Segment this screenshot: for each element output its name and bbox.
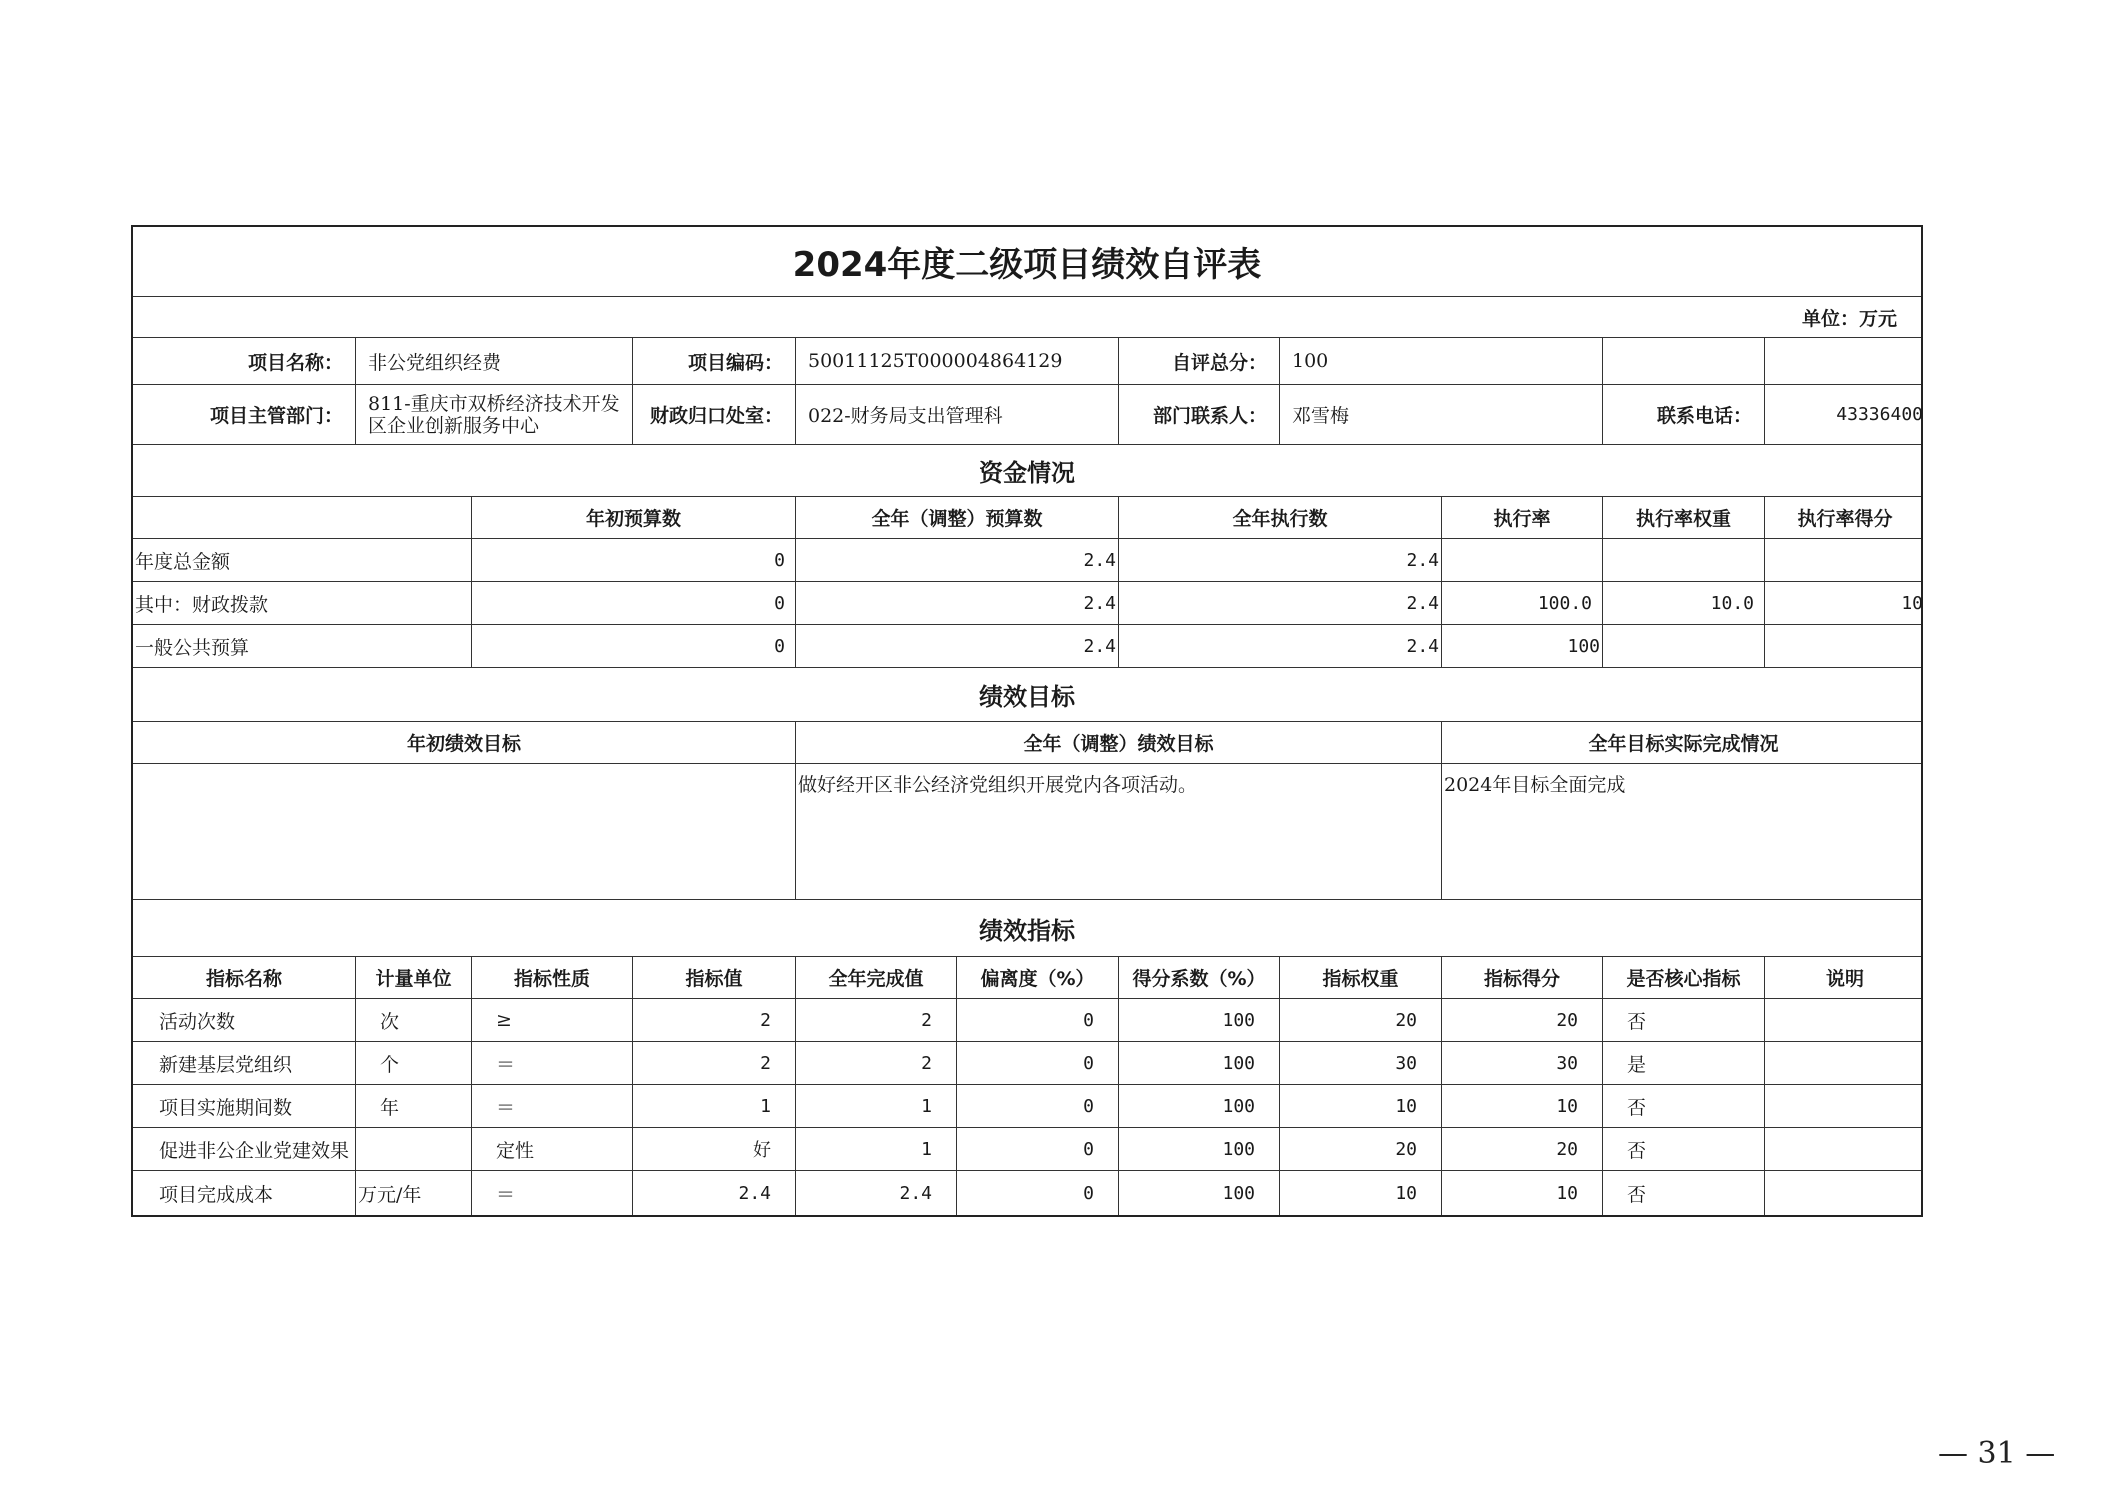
indicator-score: 30 (1442, 1042, 1603, 1084)
finance-office-label: 财政归口处室： (633, 385, 796, 444)
indicator-unit: 次 (356, 999, 472, 1041)
indicator-target: 好 (633, 1128, 796, 1170)
goals-section-row (133, 668, 1921, 722)
indicator-deviation: 0 (957, 999, 1119, 1041)
indicators-header: 指标性质 (472, 957, 633, 998)
indicator-core: 否 (1603, 1085, 1765, 1127)
indicator-name: 项目完成成本 (133, 1171, 356, 1215)
funds-initial: 0 (472, 539, 796, 581)
funds-header: 全年执行数 (1119, 497, 1442, 538)
indicator-weight: 30 (1280, 1042, 1442, 1084)
funds-section-row (133, 445, 1921, 497)
funds-header: 年初预算数 (472, 497, 796, 538)
funds-row-label: 年度总金额 (133, 539, 472, 581)
funds-section-title: 资金情况 (979, 459, 1075, 487)
unit-label: 单位：万元 (1801, 307, 1897, 330)
indicators-header: 说明 (1825, 968, 1864, 990)
indicator-target: 2.4 (633, 1171, 796, 1215)
indicator-core: 否 (1603, 1128, 1765, 1170)
funds-row-label: 一般公共预算 (133, 625, 472, 667)
funds-weight (1603, 625, 1765, 667)
indicator-nature: ＝ (472, 1042, 633, 1084)
funds-score: 10 (1901, 592, 1923, 614)
funds-adjusted: 2.4 (796, 582, 1119, 624)
indicators-header: 得分系数（%） (1119, 957, 1280, 998)
indicator-core: 否 (1603, 999, 1765, 1041)
indicator-core: 是 (1603, 1042, 1765, 1084)
empty-cell (1765, 338, 1925, 384)
indicator-core: 否 (1603, 1171, 1765, 1215)
phone-value: 43336400 (1836, 404, 1923, 425)
contact-label: 部门联系人： (1119, 385, 1280, 444)
indicator-unit: 个 (356, 1042, 472, 1084)
indicator-name: 项目实施期间数 (133, 1085, 356, 1127)
funds-executed: 2.4 (1119, 582, 1442, 624)
dept-value: 811-重庆市双桥经济技术开发区企业创新服务中心 (356, 385, 633, 444)
indicator-note (1765, 1171, 1925, 1215)
funds-rate: 100 (1442, 625, 1603, 667)
indicator-weight: 20 (1280, 999, 1442, 1041)
indicator-nature: ≥ (472, 999, 633, 1041)
goals-content-row (133, 764, 1921, 900)
indicators-header: 是否核心指标 (1603, 957, 1765, 998)
indicator-nature: ＝ (472, 1171, 633, 1215)
indicator-weight: 20 (1280, 1128, 1442, 1170)
indicator-coef: 100 (1119, 1085, 1280, 1127)
funds-header: 执行率 (1442, 497, 1603, 538)
indicator-coef: 100 (1119, 1128, 1280, 1170)
finance-office-value: 022-财务局支出管理科 (796, 385, 1119, 444)
title-row (133, 227, 1921, 297)
indicator-unit: 万元/年 (356, 1171, 472, 1215)
dept-label: 项目主管部门： (133, 385, 356, 444)
indicators-header: 计量单位 (356, 957, 472, 998)
table-row (133, 999, 1921, 1042)
project-name-value: 非公党组织经费 (356, 338, 633, 384)
score-label: 自评总分： (1119, 338, 1280, 384)
score-value: 100 (1280, 338, 1603, 384)
performance-self-evaluation-table (131, 225, 1923, 1217)
funds-initial: 0 (472, 582, 796, 624)
indicator-target: 1 (633, 1085, 796, 1127)
goals-header: 年初绩效目标 (133, 722, 796, 763)
goals-header: 全年目标实际完成情况 (1588, 733, 1779, 755)
indicators-section-row (133, 900, 1921, 957)
table-row (133, 1042, 1921, 1085)
indicators-section-title: 绩效指标 (979, 916, 1075, 945)
funds-weight: 10.0 (1603, 582, 1765, 624)
indicator-nature: ＝ (472, 1085, 633, 1127)
indicator-score: 20 (1442, 1128, 1603, 1170)
funds-adjusted: 2.4 (796, 625, 1119, 667)
indicator-coef: 100 (1119, 1171, 1280, 1215)
indicator-actual: 1 (796, 1128, 957, 1170)
indicator-score: 20 (1442, 999, 1603, 1041)
indicator-coef: 100 (1119, 1042, 1280, 1084)
indicators-header: 偏离度（%） (957, 957, 1119, 998)
funds-rate (1442, 539, 1603, 581)
indicator-actual: 2.4 (796, 1171, 957, 1215)
table-row (133, 1085, 1921, 1128)
indicator-name: 新建基层党组织 (133, 1042, 356, 1084)
indicators-header-row (133, 957, 1921, 999)
table-row (133, 582, 1921, 625)
indicator-note (1765, 1128, 1925, 1170)
funds-header: 执行率得分 (1797, 508, 1893, 530)
funds-header (133, 497, 472, 538)
funds-initial: 0 (472, 625, 796, 667)
project-code-label: 项目编码： (633, 338, 796, 384)
indicator-note (1765, 999, 1925, 1041)
contact-value: 邓雪梅 (1280, 385, 1603, 444)
info-row-1 (133, 338, 1921, 385)
funds-score (1765, 625, 1925, 667)
indicator-deviation: 0 (957, 1171, 1119, 1215)
goals-initial (133, 764, 796, 899)
indicator-target: 2 (633, 1042, 796, 1084)
funds-header-row (133, 497, 1921, 539)
indicator-unit: 年 (356, 1085, 472, 1127)
indicator-unit (356, 1128, 472, 1170)
goals-header-row (133, 722, 1921, 764)
funds-score (1765, 539, 1925, 581)
indicator-name: 促进非公企业党建效果 (133, 1128, 356, 1170)
table-row (133, 1128, 1921, 1171)
table-row (133, 539, 1921, 582)
indicators-header: 指标权重 (1280, 957, 1442, 998)
empty-cell (1603, 338, 1765, 384)
unit-row (133, 297, 1921, 338)
funds-header: 全年（调整）预算数 (796, 497, 1119, 538)
indicator-deviation: 0 (957, 1042, 1119, 1084)
phone-label: 联系电话： (1603, 385, 1765, 444)
goals-actual: 2024年目标全面完成 (1444, 774, 1626, 796)
funds-rate: 100.0 (1442, 582, 1603, 624)
funds-header: 执行率权重 (1603, 497, 1765, 538)
indicator-note (1765, 1042, 1925, 1084)
indicator-nature: 定性 (472, 1128, 633, 1170)
indicators-header: 全年完成值 (796, 957, 957, 998)
indicator-actual: 2 (796, 1042, 957, 1084)
info-row-2 (133, 385, 1921, 445)
page-number: — 31 — (1938, 1436, 2056, 1471)
funds-adjusted: 2.4 (796, 539, 1119, 581)
indicator-coef: 100 (1119, 999, 1280, 1041)
indicator-score: 10 (1442, 1171, 1603, 1215)
indicator-deviation: 0 (957, 1085, 1119, 1127)
indicator-deviation: 0 (957, 1128, 1119, 1170)
table-row (133, 1171, 1921, 1215)
goals-header: 全年（调整）绩效目标 (796, 722, 1442, 763)
indicator-name: 活动次数 (133, 999, 356, 1041)
funds-executed: 2.4 (1119, 539, 1442, 581)
goals-adjusted: 做好经开区非公经济党组织开展党内各项活动。 (796, 764, 1442, 899)
funds-row-label: 其中：财政拨款 (133, 582, 472, 624)
goals-section-title: 绩效目标 (979, 683, 1075, 711)
funds-weight (1603, 539, 1765, 581)
indicator-actual: 2 (796, 999, 957, 1041)
funds-executed: 2.4 (1119, 625, 1442, 667)
project-code-value: 50011125T000004864129 (796, 338, 1119, 384)
indicator-target: 2 (633, 999, 796, 1041)
indicator-actual: 1 (796, 1085, 957, 1127)
indicator-note (1765, 1085, 1925, 1127)
indicator-weight: 10 (1280, 1171, 1442, 1215)
indicators-header: 指标名称 (133, 957, 356, 998)
table-title: 2024年度二级项目绩效自评表 (792, 245, 1262, 285)
indicators-header: 指标值 (633, 957, 796, 998)
indicator-weight: 10 (1280, 1085, 1442, 1127)
project-name-label: 项目名称： (133, 338, 356, 384)
indicator-score: 10 (1442, 1085, 1603, 1127)
indicators-header: 指标得分 (1442, 957, 1603, 998)
table-row (133, 625, 1921, 668)
